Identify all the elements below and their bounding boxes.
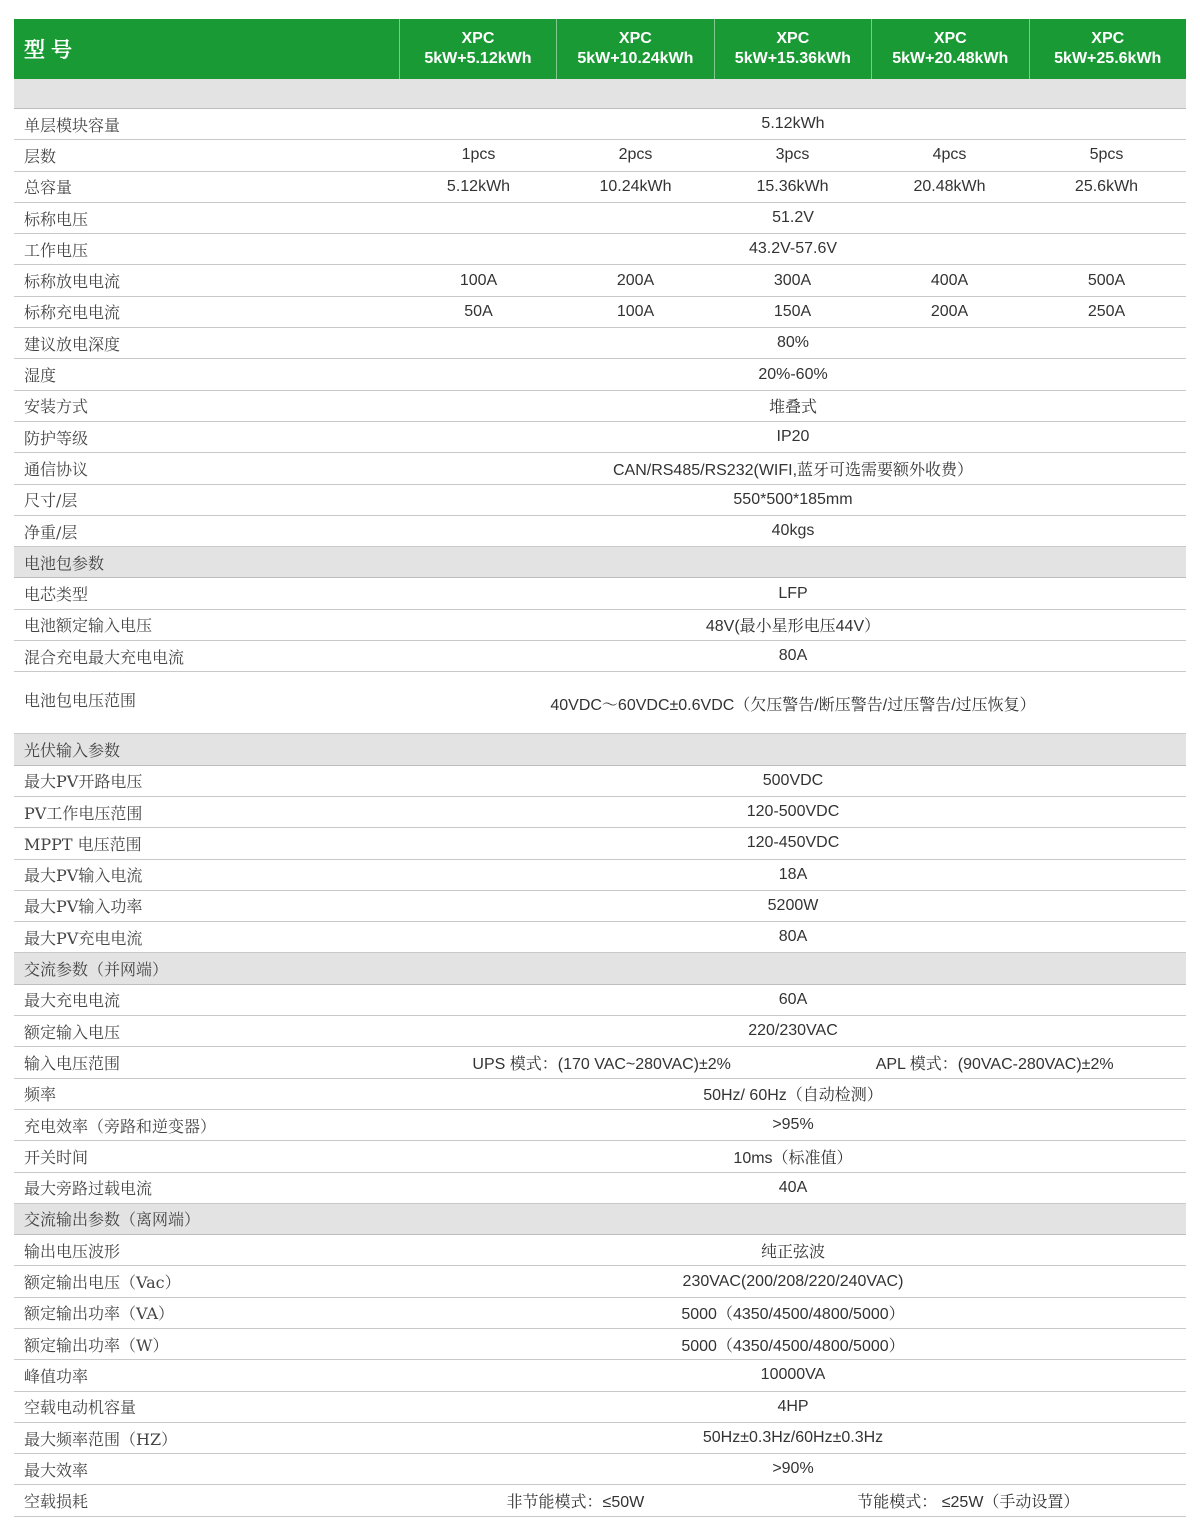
row-value: 230VAC(200/208/220/240VAC)	[682, 1272, 904, 1290]
table-row	[14, 641, 1186, 672]
section-ac-input: 交流参数（并网端）	[14, 953, 1186, 984]
row-label: 额定输出功率（W）	[24, 1335, 169, 1355]
row-value: 20%-60%	[758, 365, 828, 383]
model-header-4	[871, 19, 1028, 79]
row-value: 220/230VAC	[748, 1022, 838, 1040]
row-cell: 200A	[616, 271, 655, 289]
row-label: 电芯类型	[24, 585, 89, 605]
row-label: 充电效率（旁路和逆变器）	[24, 1116, 217, 1136]
table-row	[14, 1360, 1186, 1391]
section-pv-input: 光伏输入参数	[14, 734, 1186, 765]
table-row	[14, 1392, 1186, 1423]
spec-table	[14, 19, 1186, 1517]
row-value: 80A	[778, 647, 808, 665]
table-row	[14, 172, 1186, 203]
row-value: 4HP	[777, 1397, 809, 1415]
table-row	[14, 1141, 1186, 1172]
row-value: LFP	[778, 584, 808, 602]
row-label: 输出电压波形	[24, 1241, 121, 1261]
table-row	[14, 860, 1186, 891]
row-cell: 200A	[930, 302, 969, 320]
row-cell: 2pcs	[618, 146, 653, 164]
row-label: 标称放电电流	[24, 272, 121, 292]
row-label: 最大频率范围（HZ）	[24, 1429, 178, 1449]
row-cell: 1pcs	[461, 146, 496, 164]
row-label: 频率	[24, 1085, 57, 1105]
row-value: 5000（4350/4500/4800/5000）	[681, 1306, 905, 1324]
row-label: 空载电动机容量	[24, 1398, 137, 1418]
table-row	[14, 891, 1186, 922]
row-label: 工作电压	[24, 240, 89, 260]
table-row	[14, 453, 1186, 484]
row-label: PV工作电压范围	[24, 803, 143, 823]
row-value: 550*500*185mm	[733, 490, 853, 508]
table-row	[14, 1173, 1186, 1204]
table-row	[14, 766, 1186, 797]
model-series: XPC	[776, 30, 810, 47]
eco-mode-loss: 节能模式： ≤25W（手动设置）	[857, 1494, 1080, 1512]
row-value: 堆叠式	[768, 399, 817, 417]
model-capacity: 5kW+25.6kWh	[1054, 50, 1162, 67]
row-value-split	[400, 1485, 1186, 1515]
row-label: MPPT 电压范围	[24, 834, 142, 854]
model-header-5	[1029, 19, 1186, 79]
table-row	[14, 297, 1186, 328]
row-cell: 50A	[464, 302, 493, 320]
row-cell: 5pcs	[1089, 146, 1124, 164]
row-cell: 25.6kWh	[1074, 177, 1139, 195]
row-value: 60A	[778, 990, 808, 1008]
table-row	[14, 1298, 1186, 1329]
row-value: 80A	[778, 928, 808, 946]
table-row	[14, 578, 1186, 609]
table-row	[14, 828, 1186, 859]
table-row	[14, 516, 1186, 547]
row-cell: 5.12kWh	[446, 177, 511, 195]
row-value: 5200W	[767, 896, 819, 914]
model-label: 型号	[24, 39, 78, 62]
row-label: 单层模块容量	[24, 115, 121, 135]
row-label: 总容量	[24, 178, 73, 198]
model-capacity: 5kW+20.48kWh	[892, 50, 1009, 67]
row-value: 51.2V	[772, 209, 814, 227]
table-row	[14, 1079, 1186, 1110]
table-row	[14, 140, 1186, 171]
row-label: 最大PV输入功率	[24, 897, 143, 917]
model-capacity: 5kW+15.36kWh	[734, 50, 851, 67]
row-cell: 4pcs	[932, 146, 967, 164]
table-row	[14, 203, 1186, 234]
row-label: 开关时间	[24, 1147, 89, 1167]
row-label: 电池额定输入电压	[24, 616, 153, 636]
table-row	[14, 234, 1186, 265]
row-label: 空载损耗	[24, 1492, 89, 1512]
model-series: XPC	[933, 30, 967, 47]
table-row	[14, 797, 1186, 828]
row-cell: 300A	[773, 271, 812, 289]
ups-mode-range: UPS 模式：(170 VAC~280VAC)±2%	[472, 1055, 731, 1073]
table-row	[14, 1266, 1186, 1297]
table-row	[14, 1016, 1186, 1047]
row-value: >95%	[772, 1116, 814, 1134]
row-label: 净重/层	[24, 522, 78, 542]
row-value: 5000（4350/4500/4800/5000）	[681, 1337, 905, 1355]
row-cell: 250A	[1087, 302, 1126, 320]
table-row	[14, 1110, 1186, 1141]
model-capacity: 5kW+10.24kWh	[577, 50, 694, 67]
table-row	[14, 610, 1186, 641]
row-cell: 100A	[616, 302, 655, 320]
model-header-2	[556, 19, 713, 79]
row-value: CAN/RS485/RS232(WIFI,蓝牙可选需要额外收费）	[612, 461, 974, 479]
table-row	[14, 1329, 1186, 1360]
table-row	[14, 1485, 1186, 1516]
row-label: 标称电压	[24, 209, 89, 229]
row-value: >90%	[772, 1460, 814, 1478]
row-value: 120-500VDC	[746, 803, 840, 821]
section-ac-output: 交流输出参数（离网端）	[14, 1204, 1186, 1235]
apl-mode-range: APL 模式：(90VAC-280VAC)±2%	[875, 1055, 1114, 1073]
row-value: 43.2V-57.6V	[748, 240, 838, 258]
row-value: 纯正弦波	[760, 1243, 825, 1261]
row-value: IP20	[776, 428, 810, 446]
row-label: 尺寸/层	[24, 491, 78, 511]
row-cell: 10.24kWh	[599, 177, 672, 195]
table-row	[14, 1235, 1186, 1266]
table-row	[14, 359, 1186, 390]
table-row	[14, 1454, 1186, 1485]
row-value: 10ms（标准值）	[733, 1149, 853, 1167]
row-value: 500VDC	[762, 771, 824, 789]
row-value: 5.12kWh	[761, 115, 825, 133]
row-label: 额定输入电压	[24, 1022, 121, 1042]
model-series: XPC	[618, 30, 652, 47]
table-row	[14, 109, 1186, 140]
row-label: 最大PV输入电流	[24, 866, 143, 886]
row-label: 最大充电电流	[24, 991, 121, 1011]
table-row	[14, 1047, 1186, 1078]
row-value: 120-450VDC	[746, 834, 840, 852]
row-cell: 20.48kWh	[913, 177, 986, 195]
row-label: 防护等级	[24, 428, 89, 448]
row-label: 混合充电最大充电电流	[24, 647, 185, 667]
row-cell: 500A	[1087, 271, 1126, 289]
model-header-3	[714, 19, 871, 79]
model-series: XPC	[461, 30, 495, 47]
table-row	[14, 485, 1186, 516]
row-value: 80%	[776, 334, 810, 352]
table-row	[14, 922, 1186, 953]
table-row	[14, 265, 1186, 296]
section-header-blank	[14, 79, 1186, 109]
model-header-1	[399, 19, 556, 79]
row-label: 最大PV充电电流	[24, 928, 143, 948]
row-label: 最大旁路过载电流	[24, 1179, 153, 1199]
header-row	[14, 19, 1186, 79]
table-row	[14, 985, 1186, 1016]
row-value: 50Hz±0.3Hz/60Hz±0.3Hz	[702, 1429, 884, 1447]
model-capacity: 5kW+5.12kWh	[424, 50, 532, 67]
section-battery-pack: 电池包参数	[14, 547, 1186, 578]
table-row	[14, 1423, 1186, 1454]
row-value: 48V(最小星形电压44V）	[705, 618, 881, 636]
row-label: 最大PV开路电压	[24, 772, 143, 792]
row-label: 最大效率	[24, 1460, 89, 1480]
table-row	[14, 672, 1186, 734]
model-series: XPC	[1091, 30, 1125, 47]
row-cell: 400A	[930, 271, 969, 289]
row-label: 输入电压范围	[24, 1053, 121, 1073]
row-label: 额定输出功率（VA）	[24, 1304, 175, 1324]
row-value: 10000VA	[760, 1366, 826, 1384]
row-label: 额定输出电压（Vac）	[24, 1273, 181, 1293]
row-value: 50Hz/ 60Hz（自动检测）	[703, 1087, 883, 1105]
row-value: 40kgs	[771, 522, 815, 539]
row-label: 建议放电深度	[24, 334, 121, 354]
row-cell: 3pcs	[775, 146, 810, 164]
row-value: 40A	[778, 1178, 808, 1196]
row-label: 湿度	[24, 366, 57, 386]
table-row	[14, 328, 1186, 359]
row-cell: 150A	[773, 302, 812, 320]
row-cell: 15.36kWh	[756, 177, 829, 195]
row-value-split	[400, 1047, 1186, 1077]
non-eco-mode-loss: 非节能模式：≤50W	[506, 1494, 645, 1512]
row-label: 电池包电压范围	[24, 691, 137, 711]
row-cell: 100A	[459, 271, 498, 289]
table-row	[14, 391, 1186, 422]
row-value: 40VDC～60VDC±0.6VDC（欠压警告/断压警告/过压警告/过压恢复）	[550, 697, 1036, 715]
row-label: 层数	[24, 146, 57, 166]
row-label: 标称充电电流	[24, 303, 121, 323]
row-label: 峰值功率	[24, 1366, 89, 1386]
row-label: 通信协议	[24, 459, 89, 479]
row-value: 18A	[778, 865, 808, 883]
row-label: 安装方式	[24, 397, 89, 417]
table-row	[14, 422, 1186, 453]
